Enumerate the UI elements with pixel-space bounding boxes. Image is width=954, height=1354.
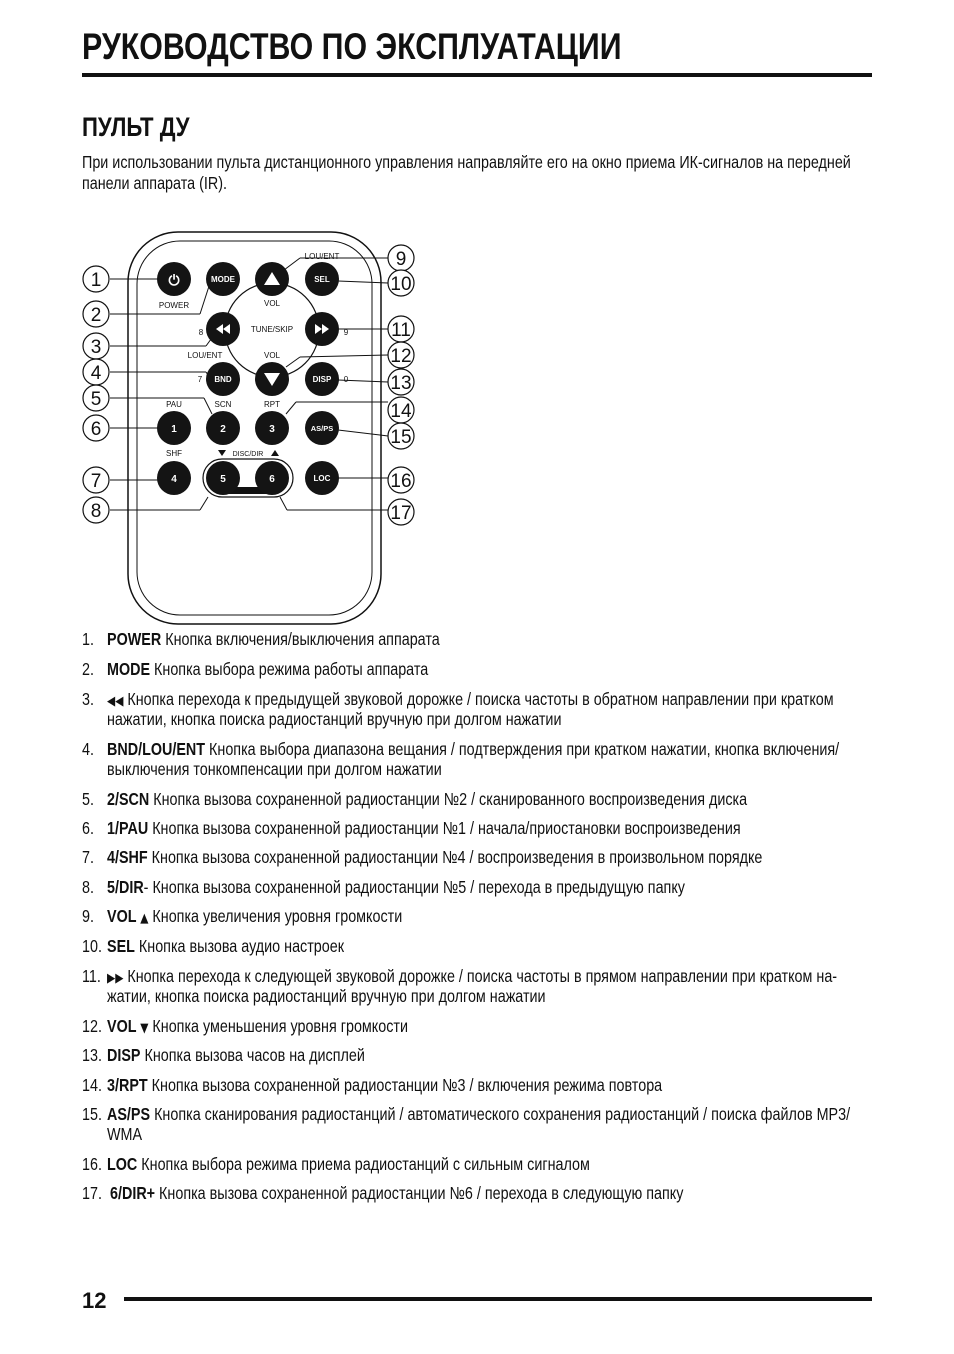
list-item-text: Кнопка уменьшения уровня громкости (148, 1016, 408, 1036)
list-item-number: 8. (82, 877, 94, 897)
tune-skip-caption: TUNE/SKIP (250, 325, 294, 334)
num-7-caption: 7 (197, 375, 203, 384)
callout-3: 3 (90, 337, 102, 358)
list-item-line-1 (107, 629, 440, 650)
triangle-down-icon (218, 450, 226, 456)
list-item-number: 14. (82, 1075, 102, 1095)
page-number: 12 (82, 1288, 107, 1313)
callout-circles (83, 245, 414, 525)
callout-6: 6 (90, 419, 102, 440)
disc-dir-caption: DISC/DIR (232, 451, 264, 458)
vol-down-caption: VOL (263, 351, 281, 360)
list-item-text: Кнопка выбора режима работы аппарата (150, 659, 429, 679)
lou-ent-caption: LOU/ENT (187, 351, 223, 360)
list-item-number: 9. (82, 906, 94, 926)
button-6-label: 6 (269, 474, 275, 485)
list-item-line-1 (107, 847, 762, 868)
list-item-number: 15. (82, 1104, 102, 1124)
callout-5: 5 (90, 389, 102, 410)
list-item-text: Кнопка выбора режима приема радиостанций с сильным сигналом (137, 1154, 590, 1174)
list-item-number: 10. (82, 936, 102, 956)
footer-divider (124, 1297, 872, 1301)
list-item-key: DISP (107, 1045, 141, 1065)
callout-11: 11 (391, 320, 411, 341)
callout-1: 1 (90, 270, 102, 291)
mode-button-label: MODE (211, 275, 235, 284)
list-item-number: 5. (82, 789, 94, 809)
remote-control-diagram (0, 0, 954, 640)
callout-lines (110, 258, 388, 510)
list-item-number: 13. (82, 1045, 102, 1065)
list-item-key: 1/PAU (107, 818, 149, 838)
callout-10: 10 (390, 274, 412, 295)
callout-8: 8 (90, 501, 102, 522)
callout-17: 17 (390, 503, 412, 524)
list-item-key: AS/PS (107, 1104, 151, 1124)
list-item-text: - Кнопка вызова сохраненной радиостанции №5 / перехода в предыдущую папку (143, 877, 685, 897)
list-item-number: 2. (82, 659, 94, 679)
list-item-text: Кнопка вызова сохраненной радиостанции №1 / начала/приостановки воспроизведения (148, 818, 741, 838)
triangle-up-icon (271, 450, 279, 456)
callout-16: 16 (390, 471, 412, 492)
power-icon: ⏻ (168, 273, 180, 289)
list-item-line-1 (107, 789, 747, 810)
callout-15: 15 (390, 427, 412, 448)
list-item-number: 11. (82, 966, 101, 986)
list-item-line-1 (107, 818, 741, 839)
list-item-number: 12. (82, 1016, 102, 1036)
list-item-text: Кнопка увеличения уровня громкости (148, 906, 403, 926)
asps-button-label: AS/PS (310, 424, 334, 433)
list-item-number: 1. (82, 629, 94, 649)
sel-button-label: SEL (314, 275, 330, 284)
list-item-line-2: нажатии, кнопка поиска радиостанций вручную при долгом нажатии (107, 709, 562, 729)
list-item-key: BND/LOU/ENT (107, 739, 206, 759)
list-item-line-1 (107, 877, 685, 898)
callout-14: 14 (390, 401, 412, 422)
list-item-key: VOL (107, 906, 137, 926)
list-item-line-1 (107, 1075, 662, 1096)
list-item-line-1 (107, 1016, 408, 1037)
list-item-line-1 (107, 1154, 590, 1175)
triangle-down-icon: ▼ (136, 1021, 149, 1036)
num-9-caption: 9 (343, 328, 349, 337)
list-item-key: LOC (107, 1154, 138, 1174)
list-item-number: 17. (82, 1183, 102, 1203)
num-0-caption: 0 (343, 375, 349, 384)
button-1-label: 1 (171, 424, 177, 435)
vol-up-caption: VOL (263, 299, 281, 308)
list-item-key: MODE (107, 659, 151, 679)
list-item-text: Кнопка включения/выключения аппарата (161, 629, 440, 649)
triangle-up-icon: ▲ (136, 911, 149, 926)
callout-9: 9 (395, 249, 407, 270)
list-item-key: VOL (107, 1016, 137, 1036)
list-item-line-2: жатии, кнопка поиска радиостанций вручную при долгом нажатии (107, 986, 546, 1006)
callout-2: 2 (90, 305, 102, 326)
list-item-number: 6. (82, 818, 94, 838)
list-item-text: Кнопка вызова сохраненной радиостанции №4 / воспроизведения в произвольном порядке (147, 847, 763, 867)
list-item-line-1 (110, 1183, 683, 1204)
loc-button-label: LOC (313, 474, 331, 483)
list-item-line-1 (107, 1045, 365, 1066)
list-item-line-1 (107, 689, 834, 710)
list-item-key: 6/DIR+ (110, 1183, 156, 1203)
rpt-caption: RPT (264, 400, 280, 409)
list-item-line-1 (107, 966, 837, 987)
button-4-label: 4 (171, 474, 177, 485)
callout-13: 13 (390, 373, 412, 394)
callout-4: 4 (90, 363, 102, 384)
shf-caption: SHF (166, 449, 182, 458)
list-item-number: 3. (82, 689, 94, 709)
list-item-key: SEL (107, 936, 135, 956)
callout-12: 12 (390, 346, 412, 367)
list-item-text: Кнопка вызова часов на дисплей (140, 1045, 365, 1065)
num-8-caption: 8 (198, 328, 204, 337)
list-item-key: POWER (107, 629, 162, 649)
pau-caption: PAU (166, 400, 182, 409)
list-item-text: Кнопка перехода к следующей звуковой дорожке / поиска частоты в прямом направлении при кратком на- (123, 966, 838, 986)
list-item-text: Кнопка выбора диапазона вещания / подтверждения при кратком нажатии, кнопка включения/ (205, 739, 840, 759)
power-caption: POWER (158, 301, 190, 310)
intro-line-1-text: При использовании пульта дистанционного управления направляйте его на окно приема ИК-сигналов на передней (82, 152, 851, 172)
list-item-key: 2/SCN (107, 789, 150, 809)
fast-forward-icon: ▶▶ (107, 971, 124, 986)
list-item-number: 7. (82, 847, 94, 867)
list-item-text: Кнопка вызова сохраненной радиостанции №6 / перехода в следующую папку (155, 1183, 684, 1203)
list-item-text: Кнопка перехода к предыдущей звуковой дорожке / поиска частоты в обратном направлении при кратком (123, 689, 834, 709)
button-3-label: 3 (269, 424, 275, 435)
list-item-line-2: выключения тонкомпенсации при долгом нажатии (107, 759, 442, 779)
list-item-line-1 (107, 659, 428, 680)
list-item-key: 3/RPT (107, 1075, 148, 1095)
list-item-key: 4/SHF (107, 847, 148, 867)
list-item-number: 16. (82, 1154, 102, 1174)
button-5-label: 5 (220, 474, 226, 485)
lou-ent-top-caption: LOU/ENT (304, 252, 340, 261)
list-item-text: Кнопка сканирования радиостанций / автоматического сохранения радиостанций / поиска файлов MP3/ (150, 1104, 851, 1124)
list-item-key: 5/DIR (107, 877, 144, 897)
callout-7: 7 (90, 471, 102, 492)
list-item-text: Кнопка вызова сохраненной радиостанции №3 / включения режима повтора (147, 1075, 663, 1095)
list-item-line-2: WMA (107, 1124, 143, 1144)
list-item-line-1 (107, 1104, 850, 1125)
list-item-text: Кнопка вызова сохраненной радиостанции №2 / сканированного воспроизведения диска (149, 789, 748, 809)
button-2-label: 2 (220, 424, 226, 435)
list-item-line-1 (107, 739, 839, 760)
list-item-line-1 (107, 936, 344, 957)
rewind-icon: ◀◀ (107, 694, 124, 709)
page-title-text: РУКОВОДСТВО ПО ЭКСПЛУАТАЦИИ (82, 26, 622, 67)
disp-button-label: DISP (312, 375, 332, 384)
list-item-number: 4. (82, 739, 94, 759)
intro-line-2-text: панели аппарата (IR). (82, 173, 227, 193)
list-item-text: Кнопка вызова аудио настроек (134, 936, 345, 956)
scn-caption: SCN (214, 400, 232, 409)
bnd-button-label: BND (214, 375, 232, 384)
list-item-line-1 (107, 906, 402, 927)
section-title-text: ПУЛЬТ ДУ (82, 112, 190, 142)
